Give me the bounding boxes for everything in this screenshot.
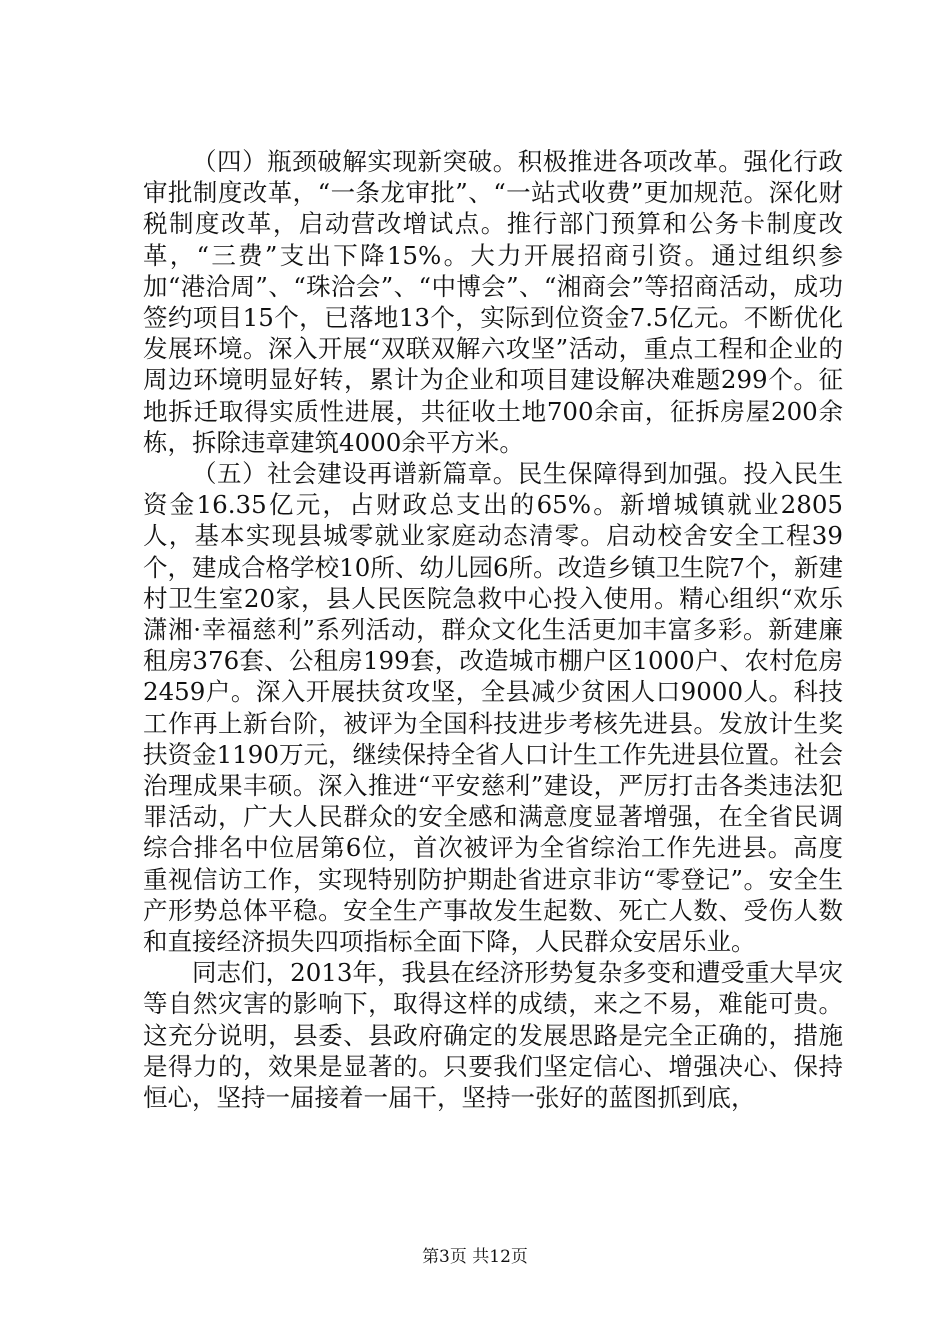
page-number-footer: 第3页 共12页 (422, 1247, 528, 1267)
paragraph-comrades-summary: 同志们，2013年，我县在经济形势复杂多变和遭受重大旱灾等自然灾害的影响下，取得这样的成绩，来之不易，难能可贵。这充分说明，县委、县政府确定的发展思路是完全正确的，措施是得力的，效果是显著的。只要我们坚定信心、增强决心、保持恒心，坚持一届接着一届干，坚持一张好的蓝图抓到底， (143, 958, 843, 1113)
paragraph-social-construction: （五）社会建设再谱新篇章。民生保障得到加强。投入民生资金16.35亿元，占财政总支出的65%。新增城镇就业2805人，基本实现县城零就业家庭动态清零。启动校舍安全工程39个，建成合格学校10所、幼儿园6所。改造乡镇卫生院7个，新建村卫生室20家，县人民医院急救中心投入使用。精心组织“欢乐潇湘·幸福慈利”系列活动，群众文化生活更加丰富多彩。新建廉租房376套、公租房199套，改造城市棚户区1000户、农村危房2459户。深入开展扶贫攻坚，全县减少贫困人口9000人。科技工作再上新台阶，被评为全国科技进步考核先进县。发放计生奖扶资金1190万元，继续保持全省人口计生工作先进县位置。社会治理成果丰硕。深入推进“平安慈利”建设，严厉打击各类违法犯罪活动，广大人民群众的安全感和满意度显著增强，在全省民调综合排名中位居第6位，首次被评为全省综治工作先进县。高度重视信访工作，实现特别防护期赴省进京非访“零登记”。安全生产形势总体平稳。安全生产事故发生起数、死亡人数、受伤人数和直接经济损失四项指标全面下降，人民群众安居乐业。 (143, 459, 843, 957)
paragraph-bottleneck-reform: （四）瓶颈破解实现新突破。积极推进各项改革。强化行政审批制度改革，“一条龙审批”、“一站式收费”更加规范。深化财税制度改革，启动营改增试点。推行部门预算和公务卡制度改革，“三费”支出下降15%。大力开展招商引资。通过组织参加“港洽周”、“珠洽会”、“中博会”、“湘商会”等招商活动，成功签约项目15个，已落地13个，实际到位资金7.5亿元。不断优化发展环境。深入开展“双联双解六攻坚”活动，重点工程和企业的周边环境明显好转，累计为企业和项目建设解决难题299个。征地拆迁取得实质性进展，共征收土地700余亩，征拆房屋200余栋，拆除违章建筑4000余平方米。 (143, 147, 843, 457)
document-body (143, 146, 843, 1113)
